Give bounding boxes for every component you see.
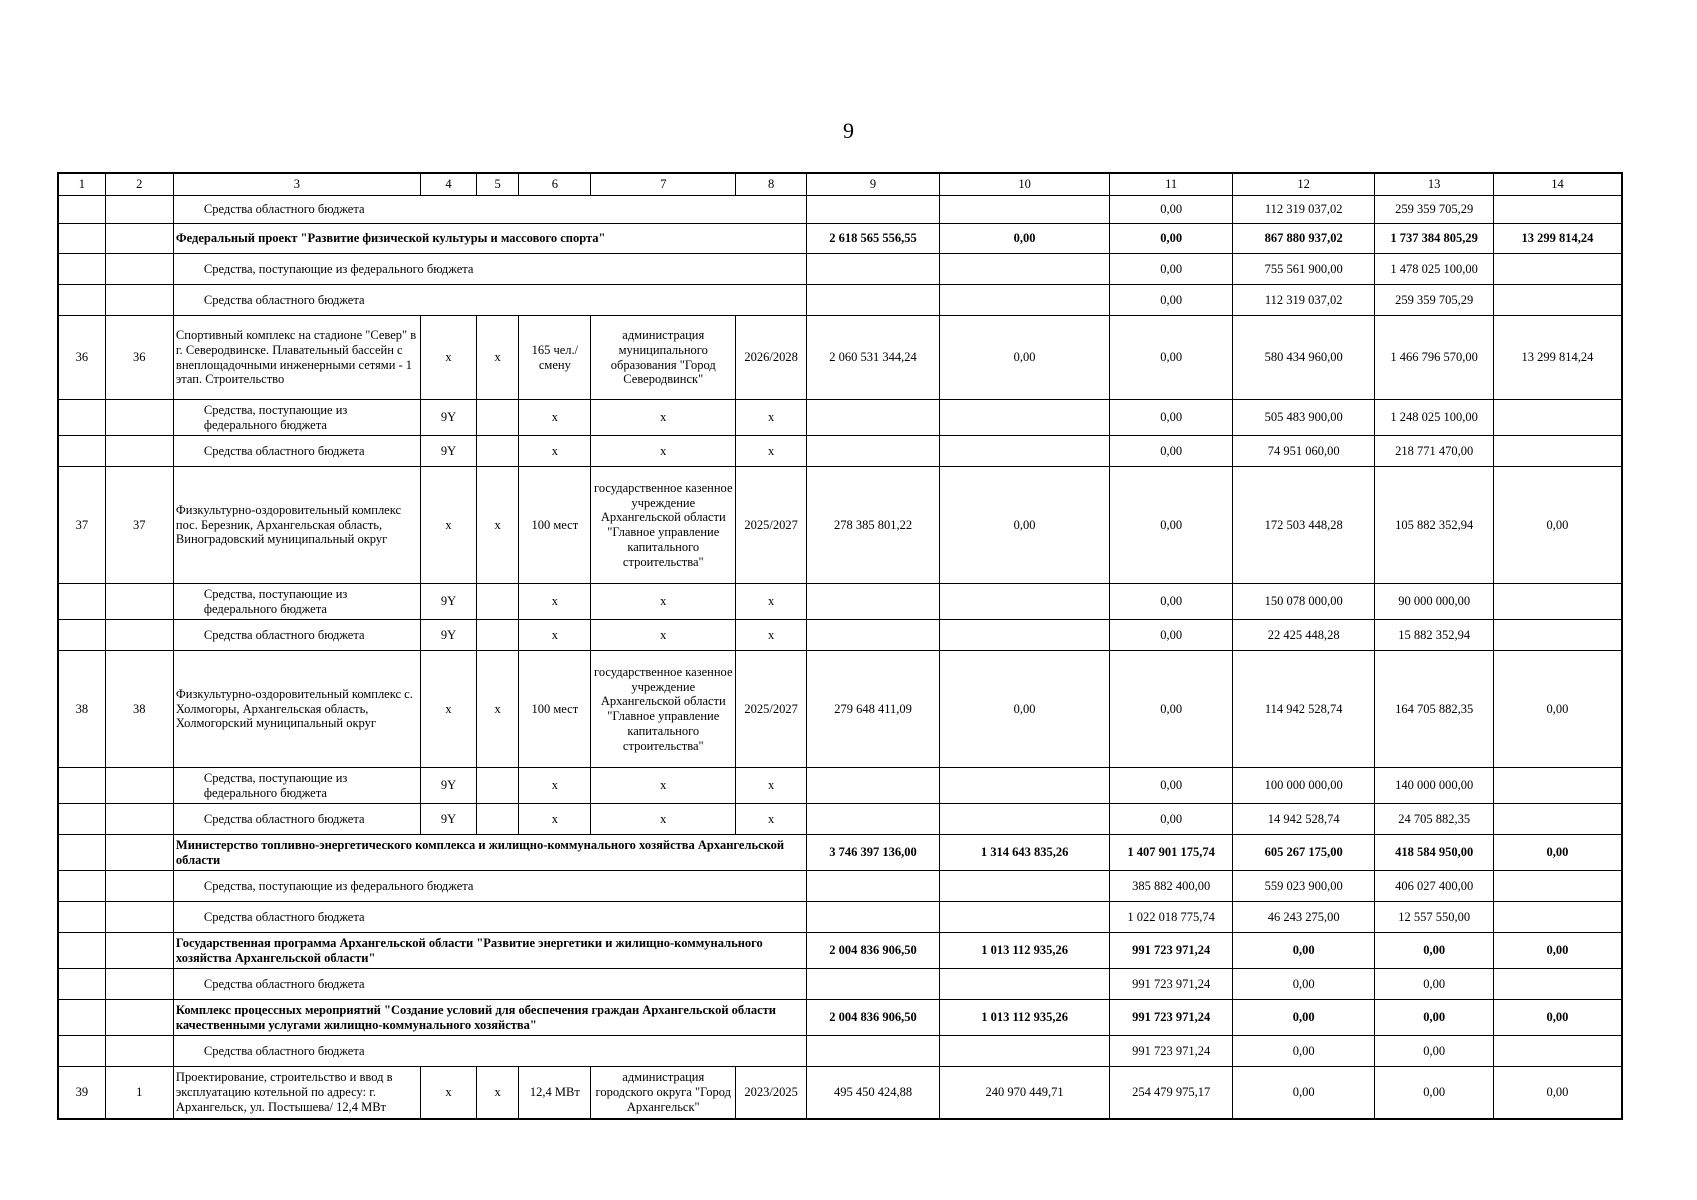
cell-col-13: 259 359 705,29 <box>1375 285 1493 316</box>
source-row <box>58 969 1622 1000</box>
cell-col-2 <box>105 196 173 224</box>
cell-col-10 <box>939 285 1110 316</box>
cell-col-13: 418 584 950,00 <box>1375 835 1493 871</box>
cell-col-14: 0,00 <box>1493 933 1622 969</box>
column-header: 11 <box>1110 173 1232 196</box>
column-header: 5 <box>477 173 519 196</box>
cell-col-9 <box>807 969 940 1000</box>
cell-col-14: 0,00 <box>1493 1000 1622 1036</box>
cell-col-11: 0,00 <box>1110 467 1232 584</box>
item-row <box>58 651 1622 768</box>
cell-col-14 <box>1493 400 1622 436</box>
row-label: Физкультурно-оздоровительный комплекс пос. Березник, Архангельская область, Виноградовский муниципальный округ <box>173 467 420 584</box>
cell-col-8: 2025/2027 <box>736 651 807 768</box>
column-header: 7 <box>591 173 736 196</box>
row-label: Государственная программа Архангельской области "Развитие энергетики и жилищно-коммунального хозяйства Архангельской области" <box>173 933 806 969</box>
cell-col-11: 0,00 <box>1110 254 1232 285</box>
cell-col-11: 0,00 <box>1110 436 1232 467</box>
cell-col-11: 991 723 971,24 <box>1110 933 1232 969</box>
budget-table <box>57 172 1623 1120</box>
cell-col-9 <box>807 436 940 467</box>
cell-col-10: 240 970 449,71 <box>939 1067 1110 1119</box>
cell-col-11: 0,00 <box>1110 584 1232 620</box>
cell-col-13: 15 882 352,94 <box>1375 620 1493 651</box>
cell-col-10 <box>939 620 1110 651</box>
cell-col-13: 1 737 384 805,29 <box>1375 224 1493 254</box>
cell-col-11: 0,00 <box>1110 316 1232 400</box>
cell-col-13: 140 000 000,00 <box>1375 768 1493 804</box>
cell-col-9: 2 060 531 344,24 <box>807 316 940 400</box>
cell-col-12: 867 880 937,02 <box>1232 224 1375 254</box>
cell-col-2 <box>105 224 173 254</box>
cell-col-13: 24 705 882,35 <box>1375 804 1493 835</box>
cell-col-1: 36 <box>58 316 105 400</box>
cell-col-4: 9Y <box>420 804 476 835</box>
cell-col-10 <box>939 768 1110 804</box>
cell-col-7: государственное казенное учреждение Архангельской области "Главное управление капитального строительства" <box>591 467 736 584</box>
cell-col-9 <box>807 285 940 316</box>
cell-col-12: 755 561 900,00 <box>1232 254 1375 285</box>
source-row <box>58 1036 1622 1067</box>
cell-col-12: 74 951 060,00 <box>1232 436 1375 467</box>
item-row <box>58 316 1622 400</box>
cell-col-8: 2023/2025 <box>736 1067 807 1119</box>
cell-col-1: 37 <box>58 467 105 584</box>
cell-col-12: 605 267 175,00 <box>1232 835 1375 871</box>
cell-col-13: 218 771 470,00 <box>1375 436 1493 467</box>
cell-col-9: 2 618 565 556,55 <box>807 224 940 254</box>
cell-col-10 <box>939 969 1110 1000</box>
cell-col-12: 14 942 528,74 <box>1232 804 1375 835</box>
cell-col-14: 0,00 <box>1493 651 1622 768</box>
cell-col-9 <box>807 584 940 620</box>
cell-col-2 <box>105 436 173 467</box>
cell-col-4: 9Y <box>420 400 476 436</box>
cell-col-4: x <box>420 651 476 768</box>
cell-col-13: 1 478 025 100,00 <box>1375 254 1493 285</box>
cell-col-14: 13 299 814,24 <box>1493 316 1622 400</box>
cell-col-6: x <box>519 436 591 467</box>
cell-col-12: 505 483 900,00 <box>1232 400 1375 436</box>
cell-col-13: 0,00 <box>1375 933 1493 969</box>
cell-col-12: 559 023 900,00 <box>1232 871 1375 902</box>
cell-col-10 <box>939 254 1110 285</box>
cell-col-8: 2025/2027 <box>736 467 807 584</box>
row-label: Комплекс процессных мероприятий "Создание условий для обеспечения граждан Архангельской области качественными услугами жилищно-коммунального хозяйства" <box>173 1000 806 1036</box>
cell-col-2 <box>105 804 173 835</box>
cell-col-6: 100 мест <box>519 651 591 768</box>
cell-col-14 <box>1493 254 1622 285</box>
cell-col-10 <box>939 436 1110 467</box>
row-label: Министерство топливно-энергетического комплекса и жилищно-коммунального хозяйства Архангельской области <box>173 835 806 871</box>
source-row <box>58 871 1622 902</box>
cell-col-1 <box>58 835 105 871</box>
cell-col-1 <box>58 871 105 902</box>
cell-col-7: x <box>591 768 736 804</box>
cell-col-12: 100 000 000,00 <box>1232 768 1375 804</box>
cell-col-5 <box>477 436 519 467</box>
cell-col-1: 38 <box>58 651 105 768</box>
row-label: Спортивный комплекс на стадионе "Север" в г. Северодвинске. Плавательный бассейн с внеплощадочными инженерными сетями - 1 этап. Строительство <box>173 316 420 400</box>
cell-col-1 <box>58 436 105 467</box>
cell-col-8: x <box>736 584 807 620</box>
cell-col-12: 580 434 960,00 <box>1232 316 1375 400</box>
group-row <box>58 1000 1622 1036</box>
cell-col-9 <box>807 804 940 835</box>
cell-col-10: 0,00 <box>939 467 1110 584</box>
cell-col-12: 114 942 528,74 <box>1232 651 1375 768</box>
cell-col-10: 1 314 643 835,26 <box>939 835 1110 871</box>
cell-col-4: x <box>420 467 476 584</box>
cell-col-13: 164 705 882,35 <box>1375 651 1493 768</box>
cell-col-1 <box>58 400 105 436</box>
cell-col-7: x <box>591 620 736 651</box>
source-row <box>58 902 1622 933</box>
source-row <box>58 400 1622 436</box>
cell-col-14: 0,00 <box>1493 835 1622 871</box>
cell-col-12: 112 319 037,02 <box>1232 285 1375 316</box>
column-header: 6 <box>519 173 591 196</box>
column-header: 12 <box>1232 173 1375 196</box>
cell-col-9 <box>807 871 940 902</box>
source-row <box>58 196 1622 224</box>
cell-col-14 <box>1493 436 1622 467</box>
cell-col-9 <box>807 400 940 436</box>
column-header: 2 <box>105 173 173 196</box>
cell-col-9: 2 004 836 906,50 <box>807 1000 940 1036</box>
cell-col-11: 1 407 901 175,74 <box>1110 835 1232 871</box>
cell-col-7: x <box>591 436 736 467</box>
cell-col-14 <box>1493 969 1622 1000</box>
cell-col-1 <box>58 285 105 316</box>
cell-col-7: x <box>591 400 736 436</box>
cell-col-1 <box>58 804 105 835</box>
cell-col-14: 0,00 <box>1493 467 1622 584</box>
cell-col-9 <box>807 196 940 224</box>
cell-col-11: 385 882 400,00 <box>1110 871 1232 902</box>
cell-col-13: 1 466 796 570,00 <box>1375 316 1493 400</box>
cell-col-6: x <box>519 400 591 436</box>
cell-col-1: 39 <box>58 1067 105 1119</box>
cell-col-13: 0,00 <box>1375 1067 1493 1119</box>
cell-col-12: 0,00 <box>1232 1067 1375 1119</box>
cell-col-8: x <box>736 804 807 835</box>
cell-col-10 <box>939 584 1110 620</box>
cell-col-6: x <box>519 584 591 620</box>
column-header: 10 <box>939 173 1110 196</box>
cell-col-2 <box>105 620 173 651</box>
row-label: Средства, поступающие из федерального бюджета <box>173 400 420 436</box>
cell-col-10: 0,00 <box>939 224 1110 254</box>
cell-col-11: 0,00 <box>1110 620 1232 651</box>
cell-col-5 <box>477 768 519 804</box>
cell-col-8: x <box>736 400 807 436</box>
cell-col-12: 0,00 <box>1232 969 1375 1000</box>
cell-col-10 <box>939 902 1110 933</box>
cell-col-5: x <box>477 651 519 768</box>
row-label: Средства областного бюджета <box>173 436 420 467</box>
cell-col-2 <box>105 835 173 871</box>
cell-col-10: 0,00 <box>939 651 1110 768</box>
cell-col-11: 254 479 975,17 <box>1110 1067 1232 1119</box>
group-row <box>58 933 1622 969</box>
cell-col-14 <box>1493 620 1622 651</box>
cell-col-6: 12,4 МВт <box>519 1067 591 1119</box>
group-row <box>58 835 1622 871</box>
cell-col-11: 0,00 <box>1110 651 1232 768</box>
group-row <box>58 224 1622 254</box>
row-label: Средства областного бюджета <box>173 196 806 224</box>
cell-col-4: x <box>420 316 476 400</box>
cell-col-11: 0,00 <box>1110 196 1232 224</box>
cell-col-10: 1 013 112 935,26 <box>939 1000 1110 1036</box>
cell-col-2 <box>105 254 173 285</box>
cell-col-14 <box>1493 871 1622 902</box>
cell-col-11: 991 723 971,24 <box>1110 1036 1232 1067</box>
source-row <box>58 584 1622 620</box>
row-label: Федеральный проект "Развитие физической культуры и массового спорта" <box>173 224 806 254</box>
cell-col-5: x <box>477 1067 519 1119</box>
row-label: Средства областного бюджета <box>173 902 806 933</box>
cell-col-14 <box>1493 768 1622 804</box>
source-row <box>58 285 1622 316</box>
row-label: Проектирование, строительство и ввод в эксплуатацию котельной по адресу: г. Архангельск, ул. Постышева/ 12,4 МВт <box>173 1067 420 1119</box>
cell-col-2 <box>105 1036 173 1067</box>
cell-col-2 <box>105 400 173 436</box>
cell-col-1 <box>58 1000 105 1036</box>
row-label: Средства областного бюджета <box>173 969 806 1000</box>
cell-col-2 <box>105 584 173 620</box>
cell-col-12: 0,00 <box>1232 1000 1375 1036</box>
cell-col-9: 279 648 411,09 <box>807 651 940 768</box>
cell-col-13: 12 557 550,00 <box>1375 902 1493 933</box>
cell-col-11: 0,00 <box>1110 400 1232 436</box>
cell-col-13: 0,00 <box>1375 1000 1493 1036</box>
cell-col-13: 105 882 352,94 <box>1375 467 1493 584</box>
column-header: 8 <box>736 173 807 196</box>
cell-col-9: 3 746 397 136,00 <box>807 835 940 871</box>
cell-col-9 <box>807 254 940 285</box>
cell-col-14: 0,00 <box>1493 1067 1622 1119</box>
cell-col-1 <box>58 224 105 254</box>
cell-col-14: 13 299 814,24 <box>1493 224 1622 254</box>
cell-col-9 <box>807 620 940 651</box>
cell-col-9: 2 004 836 906,50 <box>807 933 940 969</box>
cell-col-13: 90 000 000,00 <box>1375 584 1493 620</box>
cell-col-10 <box>939 196 1110 224</box>
cell-col-13: 259 359 705,29 <box>1375 196 1493 224</box>
cell-col-10 <box>939 871 1110 902</box>
row-label: Средства, поступающие из федерального бюджета <box>173 254 806 285</box>
cell-col-1 <box>58 1036 105 1067</box>
row-label: Средства, поступающие из федерального бюджета <box>173 871 806 902</box>
cell-col-6: 165 чел./смену <box>519 316 591 400</box>
row-label: Средства областного бюджета <box>173 620 420 651</box>
cell-col-4: 9Y <box>420 768 476 804</box>
column-header: 3 <box>173 173 420 196</box>
cell-col-5 <box>477 584 519 620</box>
cell-col-5 <box>477 400 519 436</box>
source-row <box>58 804 1622 835</box>
column-header: 13 <box>1375 173 1493 196</box>
cell-col-12: 22 425 448,28 <box>1232 620 1375 651</box>
cell-col-1 <box>58 933 105 969</box>
cell-col-4: 9Y <box>420 584 476 620</box>
cell-col-8: x <box>736 436 807 467</box>
cell-col-10 <box>939 1036 1110 1067</box>
cell-col-10 <box>939 400 1110 436</box>
row-label: Средства областного бюджета <box>173 804 420 835</box>
cell-col-13: 0,00 <box>1375 969 1493 1000</box>
cell-col-1 <box>58 196 105 224</box>
cell-col-1 <box>58 620 105 651</box>
cell-col-2 <box>105 285 173 316</box>
cell-col-14 <box>1493 902 1622 933</box>
cell-col-1 <box>58 768 105 804</box>
cell-col-12: 172 503 448,28 <box>1232 467 1375 584</box>
cell-col-14 <box>1493 1036 1622 1067</box>
cell-col-1 <box>58 584 105 620</box>
cell-col-4: x <box>420 1067 476 1119</box>
cell-col-7: администрация муниципального образования "Город Северодвинск" <box>591 316 736 400</box>
cell-col-9 <box>807 768 940 804</box>
cell-col-12: 0,00 <box>1232 933 1375 969</box>
cell-col-8: 2026/2028 <box>736 316 807 400</box>
cell-col-2 <box>105 1000 173 1036</box>
cell-col-5: x <box>477 467 519 584</box>
column-header: 9 <box>807 173 940 196</box>
cell-col-5 <box>477 804 519 835</box>
cell-col-2 <box>105 871 173 902</box>
column-header: 1 <box>58 173 105 196</box>
cell-col-2 <box>105 768 173 804</box>
column-header: 4 <box>420 173 476 196</box>
cell-col-14 <box>1493 285 1622 316</box>
cell-col-10: 1 013 112 935,26 <box>939 933 1110 969</box>
cell-col-11: 991 723 971,24 <box>1110 969 1232 1000</box>
cell-col-6: 100 мест <box>519 467 591 584</box>
cell-col-7: государственное казенное учреждение Архангельской области "Главное управление капитального строительства" <box>591 651 736 768</box>
cell-col-13: 1 248 025 100,00 <box>1375 400 1493 436</box>
cell-col-12: 46 243 275,00 <box>1232 902 1375 933</box>
item-row <box>58 467 1622 584</box>
cell-col-11: 1 022 018 775,74 <box>1110 902 1232 933</box>
cell-col-11: 0,00 <box>1110 285 1232 316</box>
cell-col-6: x <box>519 620 591 651</box>
cell-col-14 <box>1493 804 1622 835</box>
cell-col-5 <box>477 620 519 651</box>
cell-col-10 <box>939 804 1110 835</box>
cell-col-14 <box>1493 584 1622 620</box>
cell-col-4: 9Y <box>420 620 476 651</box>
cell-col-8: x <box>736 768 807 804</box>
cell-col-2: 1 <box>105 1067 173 1119</box>
cell-col-11: 0,00 <box>1110 768 1232 804</box>
cell-col-4: 9Y <box>420 436 476 467</box>
cell-col-2: 36 <box>105 316 173 400</box>
row-label: Средства, поступающие из федерального бюджета <box>173 584 420 620</box>
cell-col-7: x <box>591 584 736 620</box>
row-label: Физкультурно-оздоровительный комплекс с. Холмогоры, Архангельская область, Холмогорский муниципальный округ <box>173 651 420 768</box>
cell-col-7: x <box>591 804 736 835</box>
cell-col-7: администрация городского округа "Город Архангельск" <box>591 1067 736 1119</box>
cell-col-11: 991 723 971,24 <box>1110 1000 1232 1036</box>
cell-col-10: 0,00 <box>939 316 1110 400</box>
cell-col-13: 406 027 400,00 <box>1375 871 1493 902</box>
cell-col-12: 112 319 037,02 <box>1232 196 1375 224</box>
cell-col-1 <box>58 969 105 1000</box>
page-number: 9 <box>843 118 854 143</box>
cell-col-11: 0,00 <box>1110 804 1232 835</box>
row-label: Средства областного бюджета <box>173 1036 806 1067</box>
cell-col-2 <box>105 933 173 969</box>
cell-col-2: 38 <box>105 651 173 768</box>
cell-col-2 <box>105 969 173 1000</box>
source-row <box>58 768 1622 804</box>
cell-col-11: 0,00 <box>1110 224 1232 254</box>
item-row <box>58 1067 1622 1119</box>
cell-col-6: x <box>519 804 591 835</box>
cell-col-8: x <box>736 620 807 651</box>
cell-col-2: 37 <box>105 467 173 584</box>
cell-col-1 <box>58 254 105 285</box>
cell-col-14 <box>1493 196 1622 224</box>
row-label: Средства, поступающие из федерального бюджета <box>173 768 420 804</box>
column-header: 14 <box>1493 173 1622 196</box>
cell-col-13: 0,00 <box>1375 1036 1493 1067</box>
cell-col-6: x <box>519 768 591 804</box>
cell-col-12: 0,00 <box>1232 1036 1375 1067</box>
row-label: Средства областного бюджета <box>173 285 806 316</box>
cell-col-1 <box>58 902 105 933</box>
source-row <box>58 436 1622 467</box>
source-row <box>58 254 1622 285</box>
cell-col-9: 278 385 801,22 <box>807 467 940 584</box>
cell-col-9: 495 450 424,88 <box>807 1067 940 1119</box>
cell-col-5: x <box>477 316 519 400</box>
header-row <box>58 173 1622 196</box>
cell-col-2 <box>105 902 173 933</box>
source-row <box>58 620 1622 651</box>
cell-col-9 <box>807 902 940 933</box>
cell-col-12: 150 078 000,00 <box>1232 584 1375 620</box>
cell-col-9 <box>807 1036 940 1067</box>
